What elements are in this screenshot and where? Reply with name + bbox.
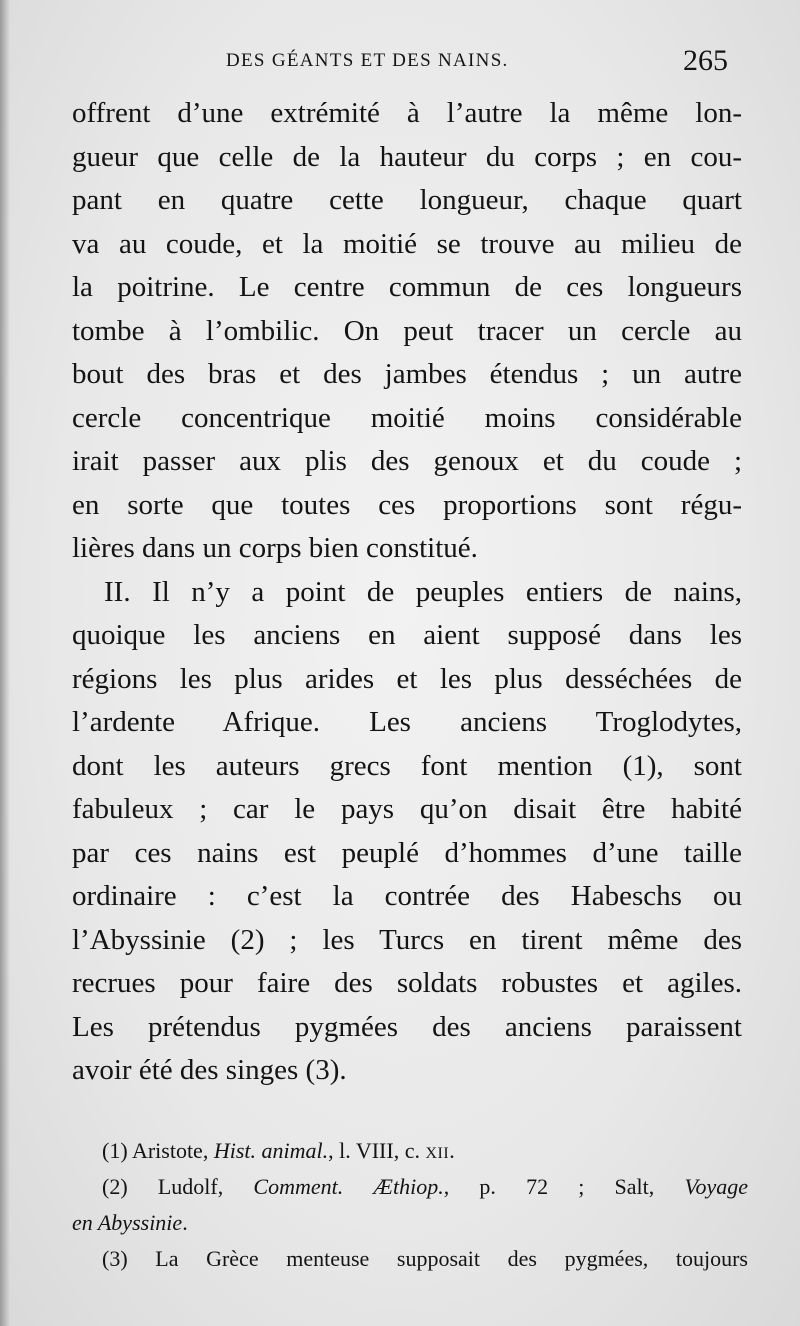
text-line: gueur que celle de la hauteur du corps ; en cou- [72, 140, 742, 173]
footnote-1-chapter: XII [425, 1145, 450, 1162]
footnote-2-second-work-cont: en Abyssinie [72, 1210, 183, 1235]
text-line: quoique les anciens en aient supposé dans les [72, 619, 742, 651]
text-line: irait passer aux plis des genoux et du coude ; [72, 445, 742, 477]
footnote-3: (3) La Grèce menteuse supposait des pygmées, toujours [102, 1246, 748, 1271]
text-line-paragraph-start: II. Il n’y a point de peuples entiers de nains, [104, 575, 742, 608]
footnote-1-end: . [449, 1138, 455, 1163]
running-title: DES GÉANTS ET DES NAINS. [226, 50, 509, 71]
page-edge-shadow [0, 0, 10, 1326]
page-number: 265 [683, 44, 728, 77]
text-line: l’ardente Afrique. Les anciens Troglodytes, [72, 706, 742, 738]
text-line: tombe à l’ombilic. On peut tracer un cercle au [72, 314, 742, 347]
text-line: par ces nains est peuplé d’hommes d’une taille [72, 836, 742, 869]
text-line: la poitrine. Le centre commun de ces longueurs [72, 271, 742, 303]
running-head [0, 44, 800, 78]
text-line: régions les plus arides et les plus desséchées de [72, 662, 742, 695]
footnote-1-work: Hist. animal. [213, 1138, 329, 1163]
footnote-1-author: (1) Aristote, [102, 1138, 214, 1163]
footnote-2-work: Comment. Æthiop. [253, 1174, 444, 1199]
footnote-1-reference: , l. VIII, c. [328, 1138, 426, 1163]
text-line: en sorte que toutes ces proportions sont régu- [72, 488, 742, 521]
body-text [72, 92, 742, 1093]
text-line: l’Abyssinie (2) ; les Turcs en tirent même des [72, 923, 742, 956]
text-line: va au coude, et la moitié se trouve au milieu de [72, 227, 742, 260]
text-line-paragraph-end: lières dans un corps bien constitué. [72, 532, 478, 564]
text-line: ordinaire : c’est la contrée des Habeschs ou [72, 880, 742, 912]
text-line-paragraph-end: avoir été des singes (3). [72, 1054, 347, 1086]
footnote-1 [72, 1133, 748, 1169]
text-line: cercle concentrique moitié moins considérable [72, 401, 742, 434]
footnote-2-second-work: Voyage [684, 1174, 748, 1199]
text-line: fabuleux ; car le pays qu’on disait être habité [72, 793, 742, 825]
text-line: Les prétendus pygmées des anciens paraissent [72, 1010, 742, 1043]
text-line: offrent d’une extrémité à l’autre la même lon- [72, 97, 742, 129]
text-line: recrues pour faire des soldats robustes et agiles. [72, 967, 742, 999]
footnote-2-end: . [182, 1210, 188, 1235]
footnote-2-reference: , p. 72 ; Salt, [443, 1174, 685, 1199]
text-line: pant en quatre cette longueur, chaque quart [72, 184, 742, 216]
text-line: bout des bras et des jambes étendus ; un autre [72, 358, 742, 390]
footnote-2-author: (2) Ludolf, [102, 1174, 254, 1199]
footnote-2 [72, 1169, 748, 1205]
footnotes [72, 1133, 748, 1277]
footnote-2-continued [72, 1205, 748, 1241]
text-line: dont les auteurs grecs font mention (1), sont [72, 749, 742, 782]
